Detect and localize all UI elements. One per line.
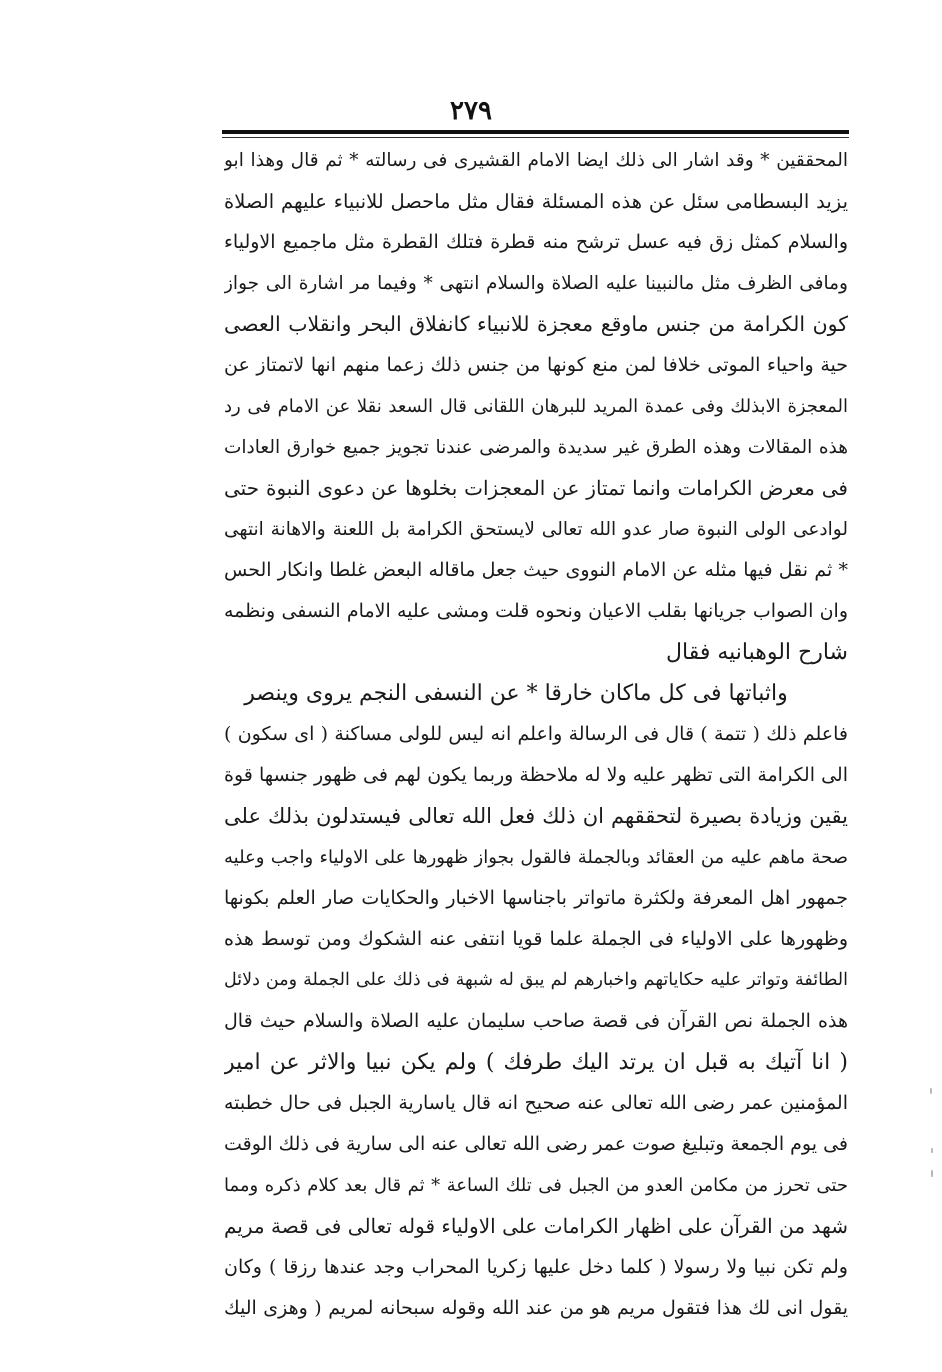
- text-line: وظهورها على الاولياء فى الجملة علما قويا انتفى عنه الشكوك ومن توسط هذه: [224, 928, 848, 950]
- text-line: هذه المقالات وهذه الطرق غير سديدة والمرضى عندنا تجويز جميع خوارق العادات: [224, 437, 848, 458]
- text-line: الى الكرامة التى تظهر عليه ولا له ملاحظة وربما يكون لهم فى ظهور جنسها قوة: [224, 764, 848, 786]
- text-line: صحة ماهم عليه من العقائد وبالجملة فالقول بجواز ظهورها على الاولياء واجب وعليه: [224, 847, 848, 868]
- text-line-short: شارح الوهبانيه فقال: [666, 640, 848, 665]
- text-line: والسلام كمثل زق فيه عسل ترشح منه قطرة فتلك القطرة مثل ماجميع الاولياء: [224, 231, 848, 253]
- text-line: لوادعى الولى النبوة صار عدو الله تعالى لايستحق الكرامة بل اللعنة والاهانة انتهى: [224, 519, 848, 540]
- text-line: جمهور اهل المعرفة ولكثرة ماتواتر باجناسها الاخبار والحكايات صار العلم بكونها: [224, 887, 848, 909]
- page-number: ٢٧٩: [450, 96, 492, 126]
- text-line: فاعلم ذلك ( تتمة ) قال فى الرسالة واعلم انه ليس للولى مساكنة ( اى سكون ): [224, 723, 848, 745]
- text-line: ومافى الظرف مثل مالنبينا عليه الصلاة والسلام انتهى * وفيما مر اشارة الى جواز: [224, 273, 848, 294]
- text-line: وان الصواب جريانها بقلب الاعيان ونحوه قلت ومشى عليه الامام النسفى ونظمه: [224, 600, 848, 622]
- text-line: الطائفة وتواتر عليه حكاياتهم واخبارهم لم يبق له شبهة فى ذلك على الجملة ومن دلائل: [224, 970, 848, 990]
- header-rule-thin: [222, 137, 849, 138]
- text-line: كون الكرامة من جنس ماوقع معجزة للانبياء كانفلاق البحر وانقلاب العصى: [224, 312, 848, 336]
- text-line: حتى تحرز من مكامن العدو من الجبل فى تلك الساعة * ثم قال بعد كلام ذكره ومما: [224, 1175, 848, 1196]
- text-line: المحققين * وقد اشار الى ذلك ايضا الامام القشيرى فى رسالته * ثم قال وهذا ابو: [224, 150, 848, 171]
- text-line: فى معرض الكرامات وانما تمتاز عن المعجزات بخلوها عن دعوى النبوة حتى: [224, 476, 848, 500]
- text-line: شهد من القرآن على اظهار الكرامات على الاولياء قوله تعالى فى قصة مريم: [224, 1214, 848, 1238]
- text-line: حية واحياء الموتى خلافا لمن منع كونها من جنس ذلك زعما منهم انها لاتمتاز عن: [224, 354, 848, 376]
- text-line: هذه الجملة نص القرآن فى قصة صاحب سليمان عليه الصلاة والسلام حيث قال: [224, 1010, 848, 1032]
- text-line: المؤمنين عمر رضى الله تعالى عنه صحيح انه قال ياسارية الجبل فى حال خطبته: [224, 1092, 848, 1114]
- scan-speck: [931, 1170, 933, 1177]
- text-line: ( انا آتيك به قبل ان يرتد اليك طرفك ) ولم يكن نبيا والاثر عن امير: [224, 1050, 848, 1075]
- text-line: فى يوم الجمعة وتبليغ صوت عمر رضى الله تعالى عنه الى سارية فى ذلك الوقت: [224, 1133, 848, 1155]
- text-line: المعجزة الابذلك وفى عمدة المريد للبرهان اللقانى قال السعد نقلا عن الامام فى رد: [224, 396, 848, 417]
- scan-speck: [931, 1148, 933, 1153]
- verse-line: واثباتها فى كل ماكان خارقا * عن النسفى النجم يروى وينصر: [244, 681, 788, 706]
- text-line: * ثم نقل فيها مثله عن الامام النووى حيث جعل ماقاله البعض غلطا وانكار الحس: [224, 559, 848, 581]
- text-line: يزيد البسطامى سئل عن هذه المسئلة فقال مثل ماحصل للانبياء عليهم الصلاة: [224, 190, 848, 213]
- text-body: [224, 140, 848, 1329]
- header-rule-thick: [222, 130, 849, 134]
- text-line: يقول انى لك هذا فتقول مريم هو من عند الله وقوله سبحانه لمريم ( وهزى اليك: [224, 1297, 848, 1319]
- scan-speck: [930, 1088, 932, 1094]
- text-line: يقين وزيادة بصيرة لتحققهم ان ذلك فعل الله تعالى فيستدلون بذلك على: [224, 804, 848, 828]
- text-line: ولم تكن نبيا ولا رسولا ( كلما دخل عليها زكريا المحراب وجد عندها رزقا ) وكان: [224, 1256, 848, 1278]
